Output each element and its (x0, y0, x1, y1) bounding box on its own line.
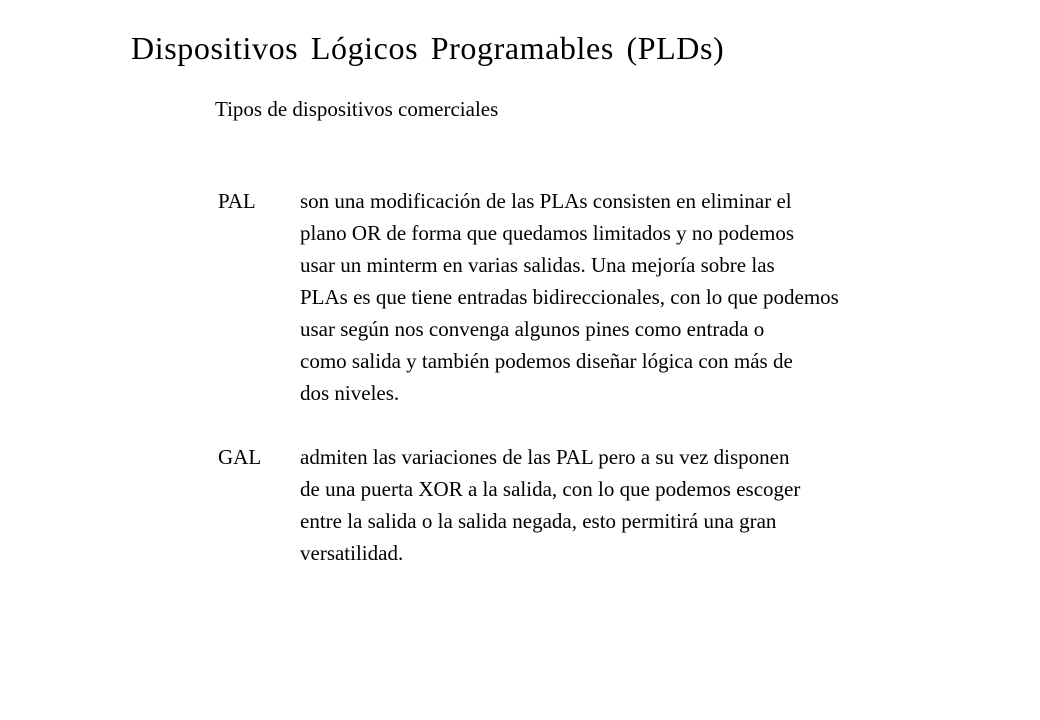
slide-subtitle: Tipos de dispositivos comerciales (215, 97, 499, 121)
definition-description (300, 441, 800, 569)
description-line: son una modificación de las PLAs consisten en eliminar el (300, 189, 792, 213)
description-line: plano OR de forma que quedamos limitados y no podemos (300, 221, 795, 245)
description-line: dos niveles. (300, 381, 400, 405)
description-line: admiten las variaciones de las PAL pero a su vez disponen (300, 445, 790, 469)
definition-term: PAL (218, 189, 256, 213)
definition-description (300, 185, 839, 409)
description-line: entre la salida o la salida negada, esto permitirá una gran (300, 509, 777, 533)
description-line: usar según nos convenga algunos pines como entrada o (300, 317, 765, 341)
description-line: versatilidad. (300, 541, 404, 565)
description-line: PLAs es que tiene entradas bidireccionales, con lo que podemos (300, 285, 839, 309)
slide-title: Dispositivos Lógicos Programables (PLDs) (131, 30, 725, 66)
definition-term: GAL (218, 445, 262, 469)
description-line: de una puerta XOR a la salida, con lo que podemos escoger (300, 477, 801, 501)
description-line: como salida y también podemos diseñar lógica con más de (300, 349, 793, 373)
description-line: usar un minterm en varias salidas. Una mejoría sobre las (300, 253, 775, 277)
